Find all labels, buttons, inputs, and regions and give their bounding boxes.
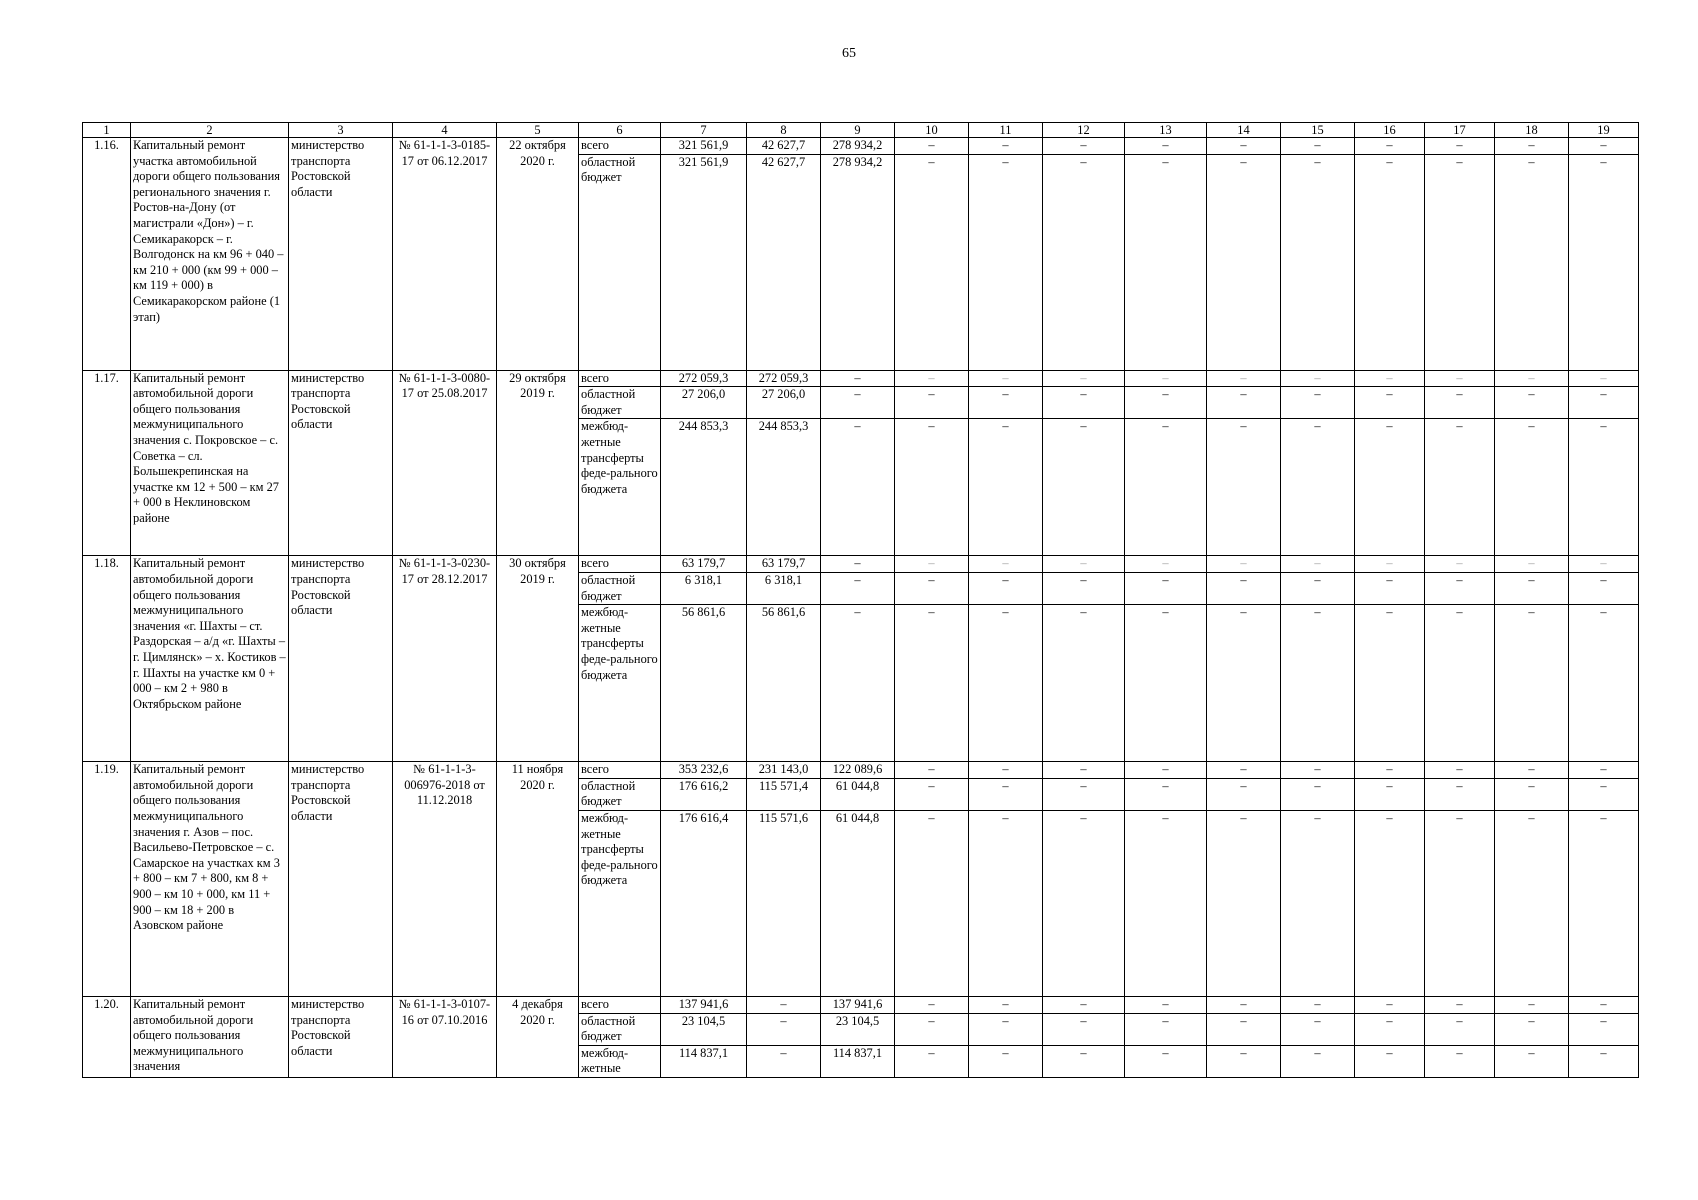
amount-col-8: – (747, 996, 821, 1013)
empty-period-cell: – (1355, 810, 1425, 996)
empty-period-cell: – (1125, 370, 1207, 387)
empty-period-cell: – (1495, 138, 1569, 155)
empty-period-cell: – (1043, 1045, 1125, 1077)
column-header: 4 (393, 123, 497, 138)
empty-period-cell: – (1125, 1045, 1207, 1077)
amount-total: 137 941,6 (661, 996, 747, 1013)
completion-date: 22 октября 2020 г. (497, 138, 579, 371)
row-number: 1.19. (83, 762, 131, 997)
empty-period-cell: – (1495, 387, 1569, 419)
empty-period-cell: – (1043, 778, 1125, 810)
empty-period-cell: – (1125, 138, 1207, 155)
empty-period-cell: – (1043, 556, 1125, 573)
funding-source: областной бюджет (579, 387, 661, 419)
empty-period-cell: – (1355, 419, 1425, 556)
amount-total: 244 853,3 (661, 419, 747, 556)
row-number: 1.18. (83, 556, 131, 762)
funding-source: областной бюджет (579, 154, 661, 370)
column-header: 12 (1043, 123, 1125, 138)
column-header: 13 (1125, 123, 1207, 138)
empty-period-cell: – (895, 996, 969, 1013)
empty-period-cell: – (1569, 1045, 1639, 1077)
empty-period-cell: – (1425, 810, 1495, 996)
empty-period-cell: – (1207, 810, 1281, 996)
column-header: 6 (579, 123, 661, 138)
empty-period-cell: – (895, 370, 969, 387)
amount-total: 176 616,4 (661, 810, 747, 996)
empty-period-cell: – (1495, 996, 1569, 1013)
empty-period-cell: – (1425, 996, 1495, 1013)
completion-date: 4 декабря 2020 г. (497, 996, 579, 1077)
amount-col-8: – (747, 1045, 821, 1077)
empty-period-cell: – (895, 605, 969, 762)
completion-date: 30 октября 2019 г. (497, 556, 579, 762)
empty-period-cell: – (1207, 138, 1281, 155)
customer-org: министерство транспорта Ростовской области (289, 138, 393, 371)
column-header: 11 (969, 123, 1043, 138)
empty-period-cell: – (1125, 154, 1207, 370)
amount-col-8: 231 143,0 (747, 762, 821, 779)
column-header: 2 (131, 123, 289, 138)
empty-period-cell: – (1425, 778, 1495, 810)
amount-col-9: – (821, 556, 895, 573)
empty-period-cell: – (1569, 556, 1639, 573)
empty-period-cell: – (1425, 370, 1495, 387)
object-name: Капитальный ремонт автомобильной дороги общего пользования межмуниципального значения г. Азов – пос. Васильево-Петровское – с. Самарское на участках км 3 + 800 – км 7 + 800, км 8 + 900 – км 10 + 000, км 11 + 900 – км 18 + 200 в Азовском районе (131, 762, 289, 997)
amount-col-9: 122 089,6 (821, 762, 895, 779)
empty-period-cell: – (1569, 996, 1639, 1013)
empty-period-cell: – (1495, 605, 1569, 762)
amount-col-9: 137 941,6 (821, 996, 895, 1013)
empty-period-cell: – (1281, 572, 1355, 604)
empty-period-cell: – (1281, 1013, 1355, 1045)
empty-period-cell: – (1281, 762, 1355, 779)
column-header: 3 (289, 123, 393, 138)
empty-period-cell: – (1355, 138, 1425, 155)
column-header: 14 (1207, 123, 1281, 138)
empty-period-cell: – (1495, 419, 1569, 556)
table-row (83, 138, 1639, 155)
empty-period-cell: – (1125, 572, 1207, 604)
empty-period-cell: – (1495, 810, 1569, 996)
table-row (83, 370, 1639, 387)
empty-period-cell: – (895, 154, 969, 370)
empty-period-cell: – (1125, 387, 1207, 419)
amount-col-9: 114 837,1 (821, 1045, 895, 1077)
amount-col-8: 6 318,1 (747, 572, 821, 604)
empty-period-cell: – (1125, 996, 1207, 1013)
empty-period-cell: – (969, 419, 1043, 556)
empty-period-cell: – (1355, 154, 1425, 370)
empty-period-cell: – (1425, 138, 1495, 155)
empty-period-cell: – (1569, 387, 1639, 419)
column-header: 19 (1569, 123, 1639, 138)
funding-source: всего (579, 556, 661, 573)
empty-period-cell: – (1043, 762, 1125, 779)
empty-period-cell: – (1043, 138, 1125, 155)
amount-total: 6 318,1 (661, 572, 747, 604)
amount-total: 176 616,2 (661, 778, 747, 810)
amount-total: 56 861,6 (661, 605, 747, 762)
amount-total: 321 561,9 (661, 138, 747, 155)
empty-period-cell: – (969, 556, 1043, 573)
funding-source: межбюд-жетные трансферты феде-рального бюджета (579, 605, 661, 762)
funding-source: межбюд-жетные трансферты феде-рального бюджета (579, 419, 661, 556)
customer-org: министерство транспорта Ростовской области (289, 762, 393, 997)
empty-period-cell: – (1207, 1013, 1281, 1045)
funding-source: областной бюджет (579, 1013, 661, 1045)
column-header: 9 (821, 123, 895, 138)
page-number: 65 (842, 46, 856, 61)
empty-period-cell: – (1355, 387, 1425, 419)
empty-period-cell: – (969, 138, 1043, 155)
row-number: 1.17. (83, 370, 131, 556)
expertise-conclusion: № 61-1-1-3-0230-17 от 28.12.2017 (393, 556, 497, 762)
funding-source: всего (579, 370, 661, 387)
column-header: 7 (661, 123, 747, 138)
empty-period-cell: – (1355, 370, 1425, 387)
empty-period-cell: – (1281, 1045, 1355, 1077)
expertise-conclusion: № 61-1-1-3-0107-16 от 07.10.2016 (393, 996, 497, 1077)
funding-source: всего (579, 996, 661, 1013)
funding-source: областной бюджет (579, 778, 661, 810)
empty-period-cell: – (1207, 419, 1281, 556)
empty-period-cell: – (1425, 605, 1495, 762)
empty-period-cell: – (1281, 419, 1355, 556)
completion-date: 29 октября 2019 г. (497, 370, 579, 556)
column-header: 18 (1495, 123, 1569, 138)
empty-period-cell: – (1207, 996, 1281, 1013)
amount-col-8: 63 179,7 (747, 556, 821, 573)
amount-col-9: – (821, 370, 895, 387)
empty-period-cell: – (1125, 762, 1207, 779)
expertise-conclusion: № 61-1-1-3-0080-17 от 25.08.2017 (393, 370, 497, 556)
table-row (83, 762, 1639, 779)
empty-period-cell: – (1425, 387, 1495, 419)
empty-period-cell: – (1355, 778, 1425, 810)
empty-period-cell: – (1355, 1013, 1425, 1045)
empty-period-cell: – (1425, 572, 1495, 604)
empty-period-cell: – (1355, 1045, 1425, 1077)
empty-period-cell: – (1425, 762, 1495, 779)
empty-period-cell: – (969, 387, 1043, 419)
empty-period-cell: – (969, 778, 1043, 810)
empty-period-cell: – (895, 556, 969, 573)
empty-period-cell: – (1355, 556, 1425, 573)
empty-period-cell: – (1569, 370, 1639, 387)
customer-org: министерство транспорта Ростовской области (289, 370, 393, 556)
financing-table (82, 122, 1639, 1078)
funding-source: всего (579, 138, 661, 155)
empty-period-cell: – (1207, 1045, 1281, 1077)
customer-org: министерство транспорта Ростовской области (289, 996, 393, 1077)
empty-period-cell: – (969, 1045, 1043, 1077)
empty-period-cell: – (1355, 572, 1425, 604)
empty-period-cell: – (1355, 996, 1425, 1013)
empty-period-cell: – (895, 572, 969, 604)
empty-period-cell: – (1207, 778, 1281, 810)
amount-col-8: 27 206,0 (747, 387, 821, 419)
amount-col-9: 278 934,2 (821, 138, 895, 155)
empty-period-cell: – (969, 572, 1043, 604)
amount-col-8: 115 571,6 (747, 810, 821, 996)
empty-period-cell: – (969, 996, 1043, 1013)
empty-period-cell: – (1495, 572, 1569, 604)
row-number: 1.16. (83, 138, 131, 371)
empty-period-cell: – (1043, 154, 1125, 370)
expertise-conclusion: № 61-1-1-3-006976-2018 от 11.12.2018 (393, 762, 497, 997)
empty-period-cell: – (1495, 1045, 1569, 1077)
column-header: 16 (1355, 123, 1425, 138)
column-header: 17 (1425, 123, 1495, 138)
empty-period-cell: – (969, 1013, 1043, 1045)
empty-period-cell: – (1125, 605, 1207, 762)
empty-period-cell: – (1425, 1013, 1495, 1045)
empty-period-cell: – (1043, 387, 1125, 419)
funding-source: межбюд-жетные (579, 1045, 661, 1077)
object-name: Капитальный ремонт автомобильной дороги общего пользования межмуниципального значения (131, 996, 289, 1077)
object-name: Капитальный ремонт автомобильной дороги общего пользования межмуниципального значения «г. Шахты – ст. Раздорская – а/д «г. Шахты – г. Цимлянск» – х. Костиков – г. Шахты на участке км 0 + 000 – км 2 + 980 в Октябрьском районе (131, 556, 289, 762)
empty-period-cell: – (1569, 419, 1639, 556)
amount-col-8: – (747, 1013, 821, 1045)
amount-col-8: 42 627,7 (747, 138, 821, 155)
empty-period-cell: – (895, 778, 969, 810)
empty-period-cell: – (1043, 996, 1125, 1013)
empty-period-cell: – (1281, 138, 1355, 155)
empty-period-cell: – (1355, 605, 1425, 762)
empty-period-cell: – (1043, 810, 1125, 996)
empty-period-cell: – (1043, 1013, 1125, 1045)
empty-period-cell: – (1425, 154, 1495, 370)
table-row (83, 556, 1639, 573)
empty-period-cell: – (1495, 778, 1569, 810)
column-header: 15 (1281, 123, 1355, 138)
object-name: Капитальный ремонт участка автомобильной дороги общего пользования регионального значения г. Ростов-на-Дону (от магистрали «Дон») – г. Семикаракорск – г. Волгодонск на км 96 + 040 – км 210 + 000 (км 99 + 000 – км 119 + 000) в Семикаракорском районе (1 этап) (131, 138, 289, 371)
column-header: 1 (83, 123, 131, 138)
empty-period-cell: – (1043, 605, 1125, 762)
amount-col-9: 61 044,8 (821, 810, 895, 996)
empty-period-cell: – (1207, 387, 1281, 419)
amount-col-9: – (821, 605, 895, 762)
amount-col-9: 61 044,8 (821, 778, 895, 810)
empty-period-cell: – (1355, 762, 1425, 779)
empty-period-cell: – (895, 810, 969, 996)
amount-total: 23 104,5 (661, 1013, 747, 1045)
completion-date: 11 ноября 2020 г. (497, 762, 579, 997)
empty-period-cell: – (1125, 1013, 1207, 1045)
empty-period-cell: – (1125, 778, 1207, 810)
empty-period-cell: – (969, 370, 1043, 387)
empty-period-cell: – (1569, 138, 1639, 155)
column-header: 5 (497, 123, 579, 138)
amount-col-8: 272 059,3 (747, 370, 821, 387)
empty-period-cell: – (1207, 370, 1281, 387)
amount-col-8: 42 627,7 (747, 154, 821, 370)
amount-col-9: 23 104,5 (821, 1013, 895, 1045)
customer-org: министерство транспорта Ростовской области (289, 556, 393, 762)
empty-period-cell: – (895, 138, 969, 155)
empty-period-cell: – (1495, 556, 1569, 573)
empty-period-cell: – (895, 1045, 969, 1077)
amount-col-9: – (821, 572, 895, 604)
empty-period-cell: – (1207, 572, 1281, 604)
empty-period-cell: – (1281, 370, 1355, 387)
empty-period-cell: – (1207, 762, 1281, 779)
amount-col-9: – (821, 419, 895, 556)
funding-source: областной бюджет (579, 572, 661, 604)
amount-total: 27 206,0 (661, 387, 747, 419)
funding-source: всего (579, 762, 661, 779)
empty-period-cell: – (1281, 810, 1355, 996)
amount-col-8: 115 571,4 (747, 778, 821, 810)
row-number: 1.20. (83, 996, 131, 1077)
table-body (83, 138, 1639, 1078)
empty-period-cell: – (1495, 1013, 1569, 1045)
empty-period-cell: – (1043, 419, 1125, 556)
empty-period-cell: – (1043, 572, 1125, 604)
empty-period-cell: – (1569, 1013, 1639, 1045)
empty-period-cell: – (1569, 810, 1639, 996)
empty-period-cell: – (1425, 1045, 1495, 1077)
amount-col-9: 278 934,2 (821, 154, 895, 370)
empty-period-cell: – (1125, 419, 1207, 556)
empty-period-cell: – (1569, 605, 1639, 762)
empty-period-cell: – (1569, 572, 1639, 604)
empty-period-cell: – (1495, 154, 1569, 370)
object-name: Капитальный ремонт автомобильной дороги общего пользования межмуниципального значения с. Покровское – с. Советка – сл. Большекрепинская на участке км 12 + 500 – км 27 + 000 в Неклиновском районе (131, 370, 289, 556)
empty-period-cell: – (1281, 154, 1355, 370)
empty-period-cell: – (969, 605, 1043, 762)
empty-period-cell: – (895, 1013, 969, 1045)
table-row (83, 996, 1639, 1013)
empty-period-cell: – (1425, 419, 1495, 556)
amount-col-8: 244 853,3 (747, 419, 821, 556)
empty-period-cell: – (1281, 778, 1355, 810)
amount-total: 353 232,6 (661, 762, 747, 779)
empty-period-cell: – (1281, 387, 1355, 419)
empty-period-cell: – (969, 762, 1043, 779)
column-number-row (83, 123, 1639, 138)
empty-period-cell: – (1207, 556, 1281, 573)
amount-total: 272 059,3 (661, 370, 747, 387)
empty-period-cell: – (895, 387, 969, 419)
empty-period-cell: – (1125, 810, 1207, 996)
empty-period-cell: – (1569, 762, 1639, 779)
empty-period-cell: – (895, 419, 969, 556)
funding-source: межбюд-жетные трансферты феде-рального бюджета (579, 810, 661, 996)
column-header: 10 (895, 123, 969, 138)
empty-period-cell: – (1043, 370, 1125, 387)
empty-period-cell: – (1281, 556, 1355, 573)
empty-period-cell: – (1495, 370, 1569, 387)
expertise-conclusion: № 61-1-1-3-0185-17 от 06.12.2017 (393, 138, 497, 371)
amount-col-9: – (821, 387, 895, 419)
empty-period-cell: – (969, 810, 1043, 996)
empty-period-cell: – (1281, 996, 1355, 1013)
empty-period-cell: – (1425, 556, 1495, 573)
empty-period-cell: – (1207, 154, 1281, 370)
empty-period-cell: – (1569, 154, 1639, 370)
amount-total: 114 837,1 (661, 1045, 747, 1077)
amount-total: 321 561,9 (661, 154, 747, 370)
amount-col-8: 56 861,6 (747, 605, 821, 762)
amount-total: 63 179,7 (661, 556, 747, 573)
empty-period-cell: – (1125, 556, 1207, 573)
empty-period-cell: – (1569, 778, 1639, 810)
empty-period-cell: – (895, 762, 969, 779)
empty-period-cell: – (969, 154, 1043, 370)
empty-period-cell: – (1495, 762, 1569, 779)
empty-period-cell: – (1207, 605, 1281, 762)
column-header: 8 (747, 123, 821, 138)
empty-period-cell: – (1281, 605, 1355, 762)
